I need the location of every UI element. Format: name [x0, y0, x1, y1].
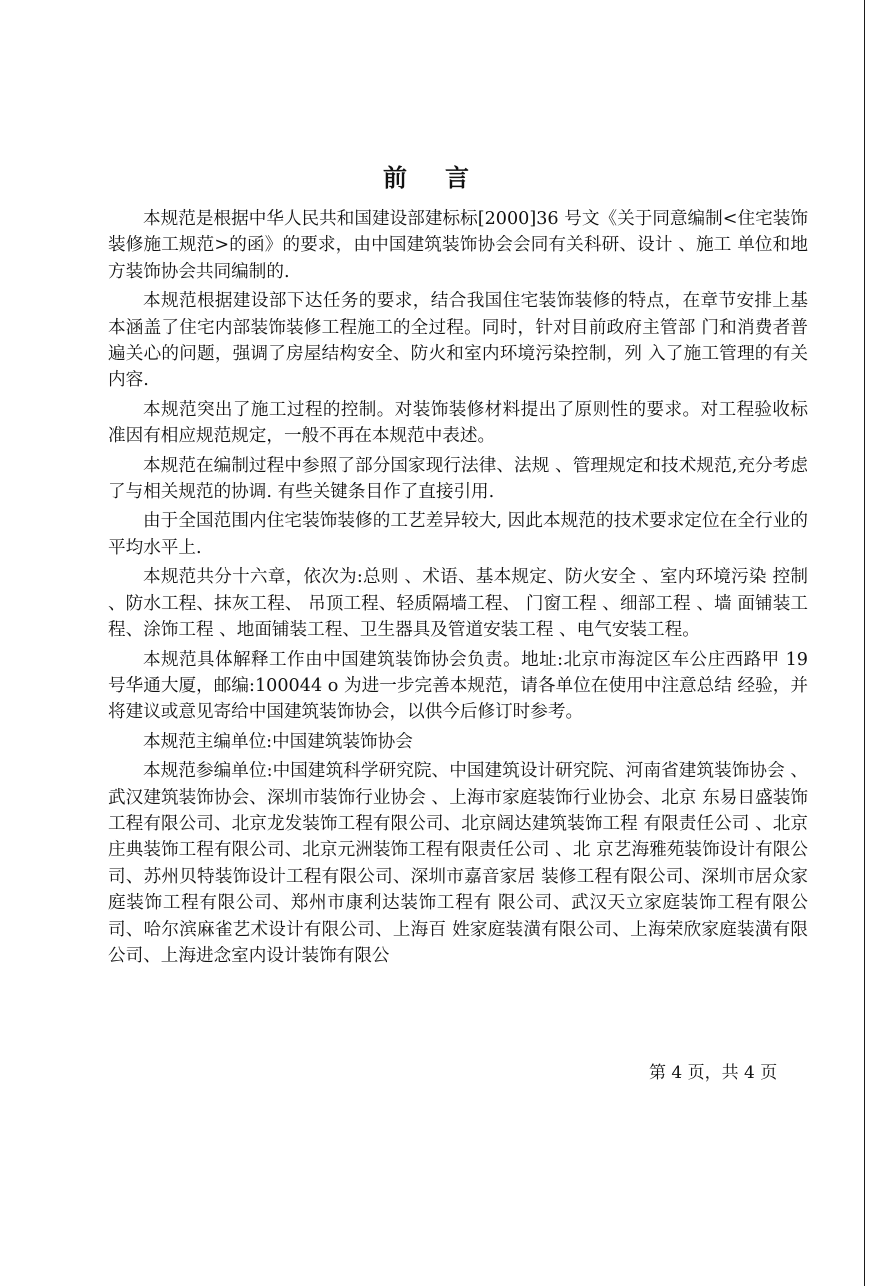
preface-body: [108, 206, 808, 972]
paragraph-references: 本规范在编制过程中参照了部分国家现行法律、法规 、管理规定和技术规范,充分考虑了与相关规范的协调. 有些关键条目作了直接引用.: [108, 455, 808, 503]
page-number-footer: 第 4 页，共 4 页: [649, 1063, 778, 1083]
paragraph-regional-differences: 由于全国范围内住宅装饰装修的工艺差异较大, 因此本规范的技术要求定位在全行业的平均水平上.: [108, 511, 808, 558]
paragraph-process-control: 本规范突出了施工过程的控制。对装饰装修材料提出了原则性的要求。对工程验收标准因有相应规范规定，一般不再在本规范中表述。: [108, 399, 808, 447]
paragraph-participants: 本规范参编单位:中国建筑科学研究院、中国建筑设计研究院、河南省建筑装饰协会 、武汉建筑装饰协会、深圳市装饰行业协会 、上海市家庭装饰行业协会、北京 东易日盛装饰工程有限公司、北京龙发装饰工程有限公司、北京阔达建筑装饰工程 有限责任公司 、北京庄典装饰工程有限公司、北京元洲装饰工程有限责任公司 、北 京艺海雅苑装饰设计有限公司、苏州贝特装饰设计工程有限公司、深圳市嘉音家居 装修工程有限公司、深圳市居众家庭装饰工程有限公司、郑州市康利达装饰工程有 限公司、武汉天立家庭装饰工程有限公司、哈尔滨麻雀艺术设计有限公司、上海百 姓家庭装潢有限公司、上海荣欣家庭装潢有限公司、上海进念室内设计装饰有限公: [108, 761, 808, 966]
page-title: 前言: [383, 164, 507, 192]
paragraph-scope: 本规范根据建设部下达任务的要求，结合我国住宅装饰装修的特点，在章节安排上基本涵盖了住宅内部装饰装修工程施工的全过程。同时，针对目前政府主管部 门和消费者普遍关心的问题，强调了房屋结构安全、防火和室内环境污染控制，列 入了施工管理的有关内容.: [108, 291, 808, 391]
paragraph-basis: 本规范是根据中华人民共和国建设部建标标[2000]36 号文《关于同意编制<住宅装饰装修施工规范>的函》的要求，由中国建筑装饰协会会同有关科研、设计 、施工 单位和地方装饰协会共同编制的.: [108, 209, 808, 282]
paragraph-chapters: 本规范共分十六章，依次为:总则 、术语、基本规定、防火安全 、室内环境污染 控制 、防水工程、抹灰工程、 吊顶工程、轻质隔墙工程、 门窗工程 、细部工程 、墙 面铺装工程、涂饰工程 、地面铺装工程、卫生器具及管道安装工程 、电气安装工程。: [108, 567, 808, 641]
paragraph-chief-editor: 本规范主编单位:中国建筑装饰协会: [143, 731, 413, 752]
paragraph-interpretation: 本规范具体解释工作由中国建筑装饰协会负责。地址:北京市海淀区车公庄西路甲 19 号华通大厦，邮编:100044 o 为进一步完善本规范，请各单位在使用中注意总结 经验，并将建议或意见寄给中国建筑装饰协会，以供今后修订时参考。: [108, 649, 808, 723]
